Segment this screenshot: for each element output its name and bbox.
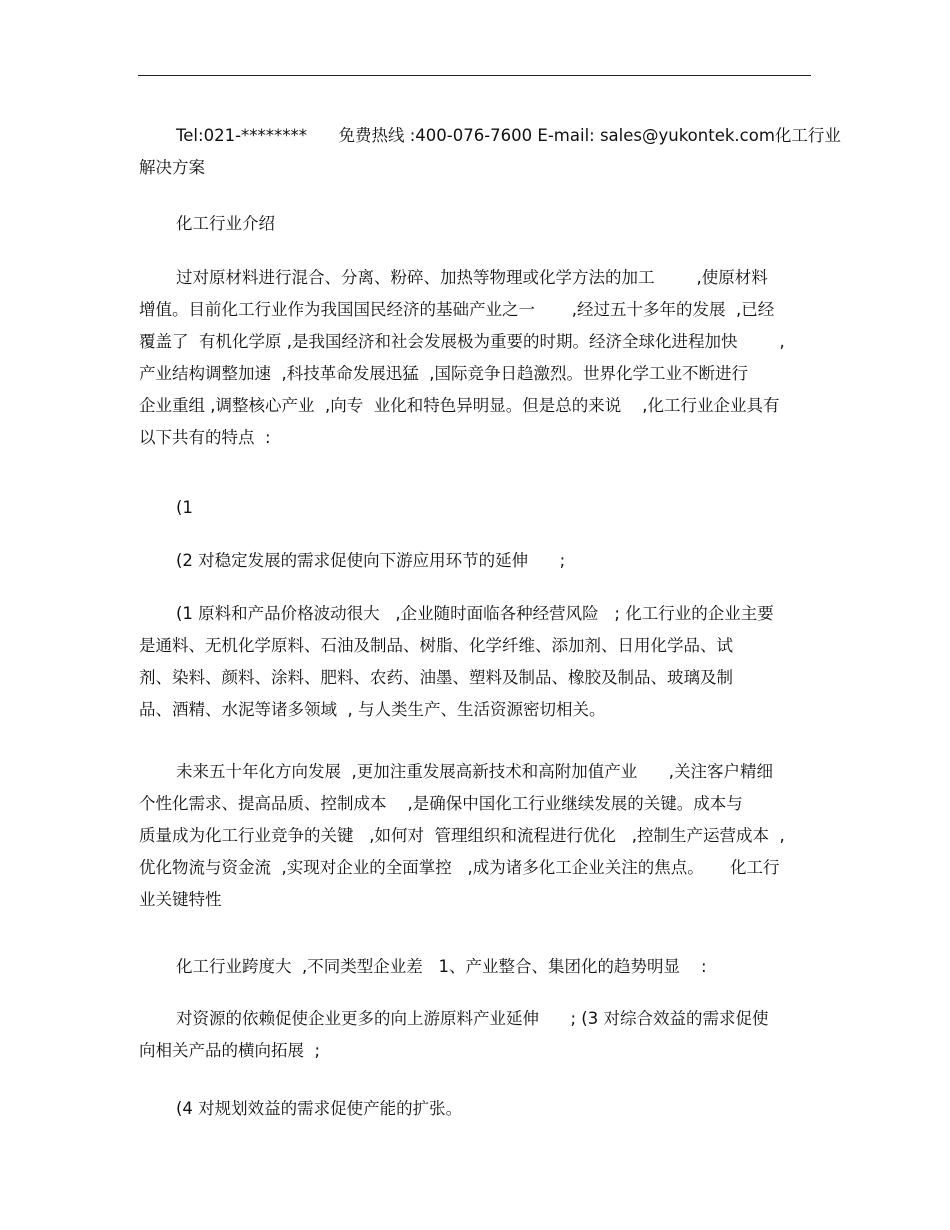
contact-paragraph xyxy=(139,120,841,184)
body-line: 剂、染料、颜料、涂料、肥料、农药、油墨、塑料及制品、橡胶及制品、玻璃及制 xyxy=(139,668,733,687)
body-line: 向相关产品的横向拓展 ; xyxy=(139,1041,321,1060)
body-line: 个性化需求、提高品质、控制成本 ,是确保中国化工行业继续发展的关键。成本与 xyxy=(139,794,743,813)
body-line: 业关键特性 xyxy=(139,890,222,909)
heading-line: 化工行业介绍 xyxy=(176,214,275,233)
body-line: 过对原材料进行混合、分离、粉碎、加热等物理或化学方法的加工 ,使原材料 xyxy=(176,268,768,287)
body-line: 企业重组 ,调整核心产业 ,向专 业化和特色异明显。但是总的来说 ,化工行业企业具有 xyxy=(139,396,780,415)
list-item-1-short xyxy=(139,492,811,524)
body-line: 覆盖了 有机化学原 ,是我国经济和社会发展极为重要的时期。经济全球化进程加快 , xyxy=(139,332,785,351)
body-line: 质量成为化工行业竞争的关键 ,如何对 管理组织和流程进行优化 ,控制生产运营成本 , xyxy=(139,826,785,845)
body-line: 化工行业跨度大 ,不同类型企业差 1、产业整合、集团化的趋势明显 : xyxy=(176,957,707,976)
header-rule xyxy=(138,75,811,76)
section-heading xyxy=(139,208,811,240)
body-line: 优化物流与资金流 ,实现对企业的全面掌控 ,成为诸多化工企业关注的焦点。 化工行 xyxy=(139,858,780,877)
body-line: (1 原料和产品价格波动很大 ,企业随时面临各种经营风险 ; 化工行业的企业主要 xyxy=(176,604,774,623)
span-paragraph xyxy=(139,951,811,983)
body-line: 品、酒精、水泥等诸多领域 , 与人类生产、生活资源密切相关。 xyxy=(139,700,606,719)
body-line: 未来五十年化方向发展 ,更加注重发展高新技术和高附加值产业 ,关注客户精细 xyxy=(176,762,773,781)
body-line: 产业结构调整加速 ,科技革命发展迅猛 ,国际竞争日趋激烈。世界化学工业不断进行 xyxy=(139,364,748,383)
body-line: 对资源的依赖促使企业更多的向上游原料产业延伸 ; (3 对综合效益的需求促使 xyxy=(176,1009,769,1028)
resources-paragraph xyxy=(139,1003,811,1067)
body-line: (2 对稳定发展的需求促使向下游应用环节的延伸 ; xyxy=(176,551,566,570)
list-item-1-long xyxy=(139,598,811,726)
list-item-4 xyxy=(139,1093,811,1125)
intro-paragraph xyxy=(139,262,811,454)
contact-line: 解决方案 xyxy=(139,158,205,177)
list-item-2 xyxy=(139,545,811,577)
contact-line: Tel:021-******** 免费热线 :400-076-7600 E-mail: sales@yukontek.com化工行业 xyxy=(176,126,841,145)
body-line: (1 xyxy=(176,498,193,517)
body-line: (4 对规划效益的需求促使产能的扩张。 xyxy=(176,1099,463,1118)
body-line: 以下共有的特点 : xyxy=(139,428,271,447)
body-line: 是通料、无机化学原料、石油及制品、树脂、化学纤维、添加剂、日用化学品、试 xyxy=(139,636,733,655)
body-line: 增值。目前化工行业作为我国国民经济的基础产业之一 ,经过五十多年的发展 ,已经 xyxy=(139,300,775,319)
future-paragraph xyxy=(139,756,811,916)
